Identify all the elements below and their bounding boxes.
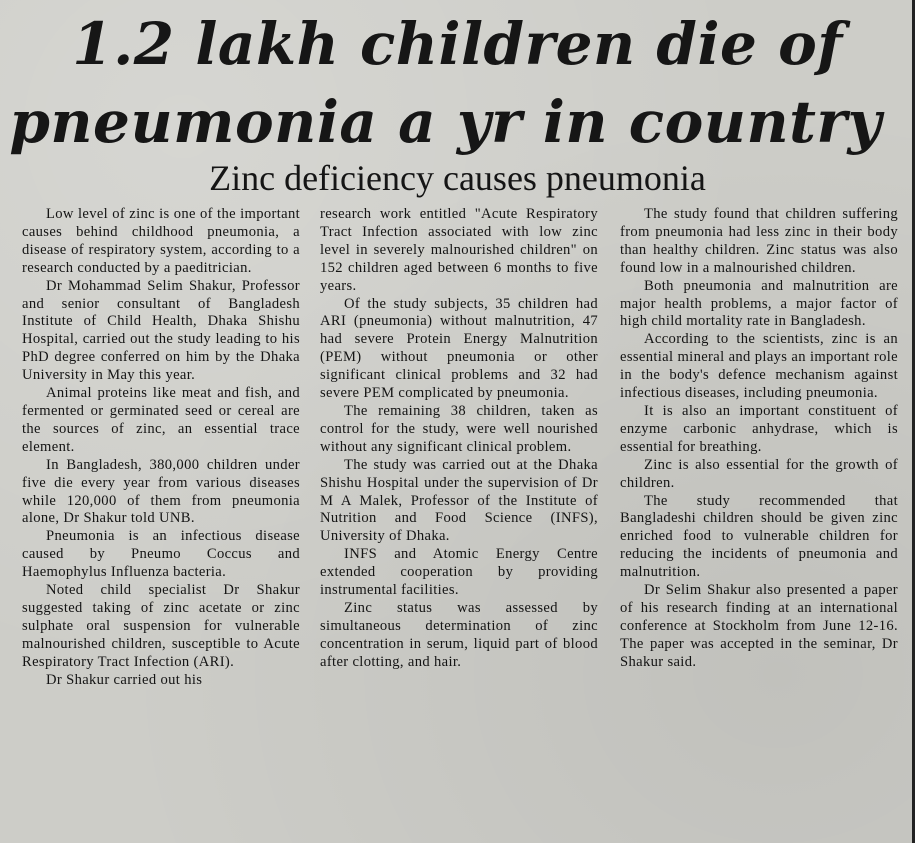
article-column-1 (22, 206, 300, 689)
paragraph: The remaining 38 children, taken as control for the study, were well nourished without any significant clinical problem. (320, 402, 598, 455)
paragraph: The study found that children suffering from pneumonia had less zinc in their body than healthy children. Zinc status was also found low in a malnourished children. (620, 206, 898, 276)
paragraph: According to the scientists, zinc is an essential mineral and plays an important role in the body's defence mechanism against infectious diseases, including pneumonia. (620, 331, 898, 402)
paragraph: The study was carried out at the Dhaka Shishu Hospital under the supervision of Dr M A Malek, Professor of the Institute of Nutrition and Food Science (INFS), University of Dhaka. (320, 456, 598, 545)
paragraph: It is also an important constituent of enzyme carbonic anhydrase, which is essential for breathing. (620, 402, 898, 455)
paragraph: Both pneumonia and malnutrition are major health problems, a major factor of high child mortality rate in Bangladesh. (620, 277, 898, 330)
paragraph: Animal proteins like meat and fish, and fermented or germinated seed or cereal are the sources of zinc, an essential trace element. (22, 385, 300, 455)
paragraph: Dr Mohammad Selim Shakur, Professor and senior consultant of Bangladesh Institute of Child Health, Dhaka Shishu Hospital, carried out the study leading to his PhD degree conferred on him by the Dhaka University in May this year. (22, 277, 300, 384)
paragraph: Zinc status was assessed by simultaneous determination of zinc concentration in serum, liquid part of blood after clotting, and hair. (320, 599, 598, 670)
paragraph: Zinc is also essential for the growth of children. (620, 456, 898, 491)
paragraph: Pneumonia is an infectious disease caused by Pneumo Coccus and Haemophylus Influenza bacteria. (22, 528, 300, 581)
paragraph: Noted child specialist Dr Shakur suggested taking of zinc acetate or zinc sulphate oral suspension for vulnerable malnourished children, susceptible to Acute Respiratory Tract Infection (ARI). (22, 582, 300, 670)
paragraph: Low level of zinc is one of the important causes behind childhood pneumonia, a disease of respiratory system, according to a research conducted by a paeditrician. (22, 206, 300, 276)
paragraph: Of the study subjects, 35 children had ARI (pneumonia) without malnutrition, 47 had severe Protein Energy Malnutrition (PEM) without pneumonia or other significant clinical problems and 32 had severe PEM complicated by pneumonia. (320, 295, 598, 402)
paragraph: In Bangladesh, 380,000 children under five die every year from various diseases while 120,000 of them from pneumonia alone, Dr Shakur told UNB. (22, 456, 300, 527)
paragraph: Dr Selim Shakur also presented a paper of his research finding at an international conference at Stockholm from June 12-16. The paper was accepted in the seminar, Dr Shakur said. (620, 582, 898, 670)
headline-line-1: 1.2 lakh children die of (72, 10, 843, 78)
paragraph: The study recommended that Bangladeshi children should be given zinc enriched food to vulnerable children for reducing the incidents of pneumonia and malnutrition. (620, 492, 898, 581)
headline-line-2: pneumonia a yr in country (9, 88, 882, 156)
paragraph: research work entitled "Acute Respiratory Tract Infection associated with low zinc level in severely malnourished children" on 152 children aged between 6 months to five years. (320, 206, 598, 294)
paragraph: INFS and Atomic Energy Centre extended cooperation by providing instrumental facilities. (320, 546, 598, 599)
article-column-3 (620, 206, 898, 672)
article-column-2 (320, 206, 598, 672)
subheadline: Zinc deficiency causes pneumonia (209, 158, 706, 198)
paragraph: Dr Shakur carried out his (46, 671, 203, 688)
